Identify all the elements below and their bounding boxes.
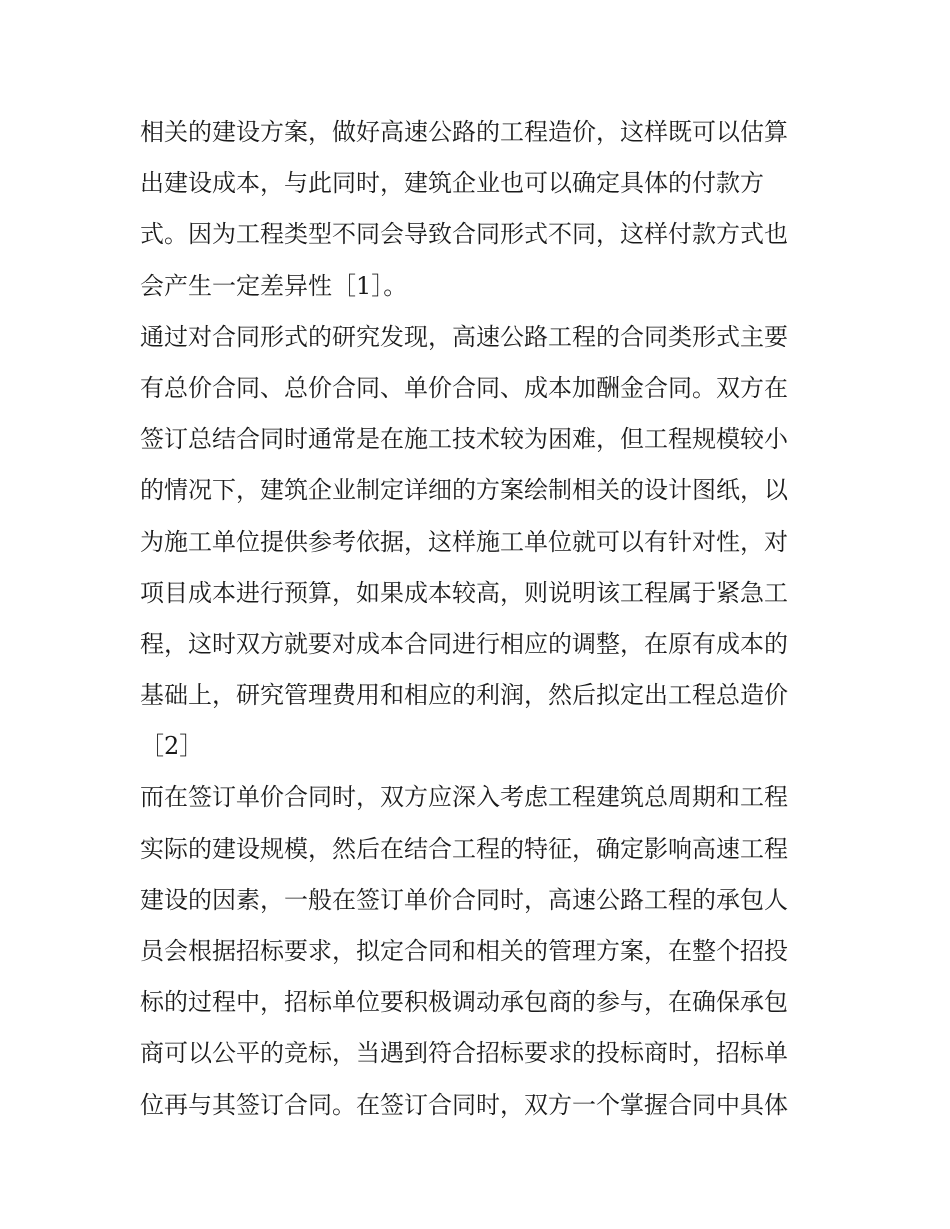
text-line: 通过对合同形式的研究发现，高速公路工程的合同类形式主要 [140, 322, 788, 351]
text-line: ［2］ [140, 732, 204, 761]
text-line: 为施工单位提供参考依据，这样施工单位就可以有针对性，对 [140, 527, 788, 556]
text-line: 的情况下，建筑企业制定详细的方案绘制相关的设计图纸，以 [140, 476, 788, 505]
text-line: 建设的因素，一般在签订单价合同时，高速公路工程的承包人 [140, 885, 788, 914]
text-line: 会产生一定差异性［1］。 [140, 271, 408, 300]
text-line: 员会根据招标要求，拟定合同和相关的管理方案，在整个招投 [140, 937, 788, 965]
text-line: 程，这时双方就要对成本合同进行相应的调整，在原有成本的 [140, 629, 788, 658]
text-line: 相关的建设方案，做好高速公路的工程造价，这样既可以估算 [140, 118, 788, 146]
text-line: 标的过程中，招标单位要积极调动承包商的参与，在确保承包 [140, 988, 788, 1017]
text-line: 项目成本进行预算，如果成本较高，则说明该工程属于紧急工 [140, 578, 788, 607]
text-line: 实际的建设规模，然后在结合工程的特征，确定影响高速工程 [140, 834, 788, 863]
body-text [140, 107, 820, 1131]
text-line: 基础上，研究管理费用和相应的利润，然后拟定出工程总造价 [140, 681, 788, 710]
text-line: 出建设成本，与此同时，建筑企业也可以确定具体的付款方 [140, 169, 764, 198]
text-line: 有总价合同、总价合同、单价合同、成本加酬金合同。双方在 [140, 373, 788, 402]
text-line: 位再与其签订合同。在签订合同时，双方一个掌握合同中具体 [140, 1090, 788, 1119]
text-line: 式。因为工程类型不同会导致合同形式不同，这样付款方式也 [140, 220, 788, 249]
text-line: 而在签订单价合同时，双方应深入考虑工程建筑总周期和工程 [140, 783, 788, 812]
text-line: 签订总结合同时通常是在施工技术较为困难，但工程规模较小 [140, 425, 788, 454]
text-line: 商可以公平的竞标，当遇到符合招标要求的投标商时，招标单 [140, 1039, 788, 1068]
